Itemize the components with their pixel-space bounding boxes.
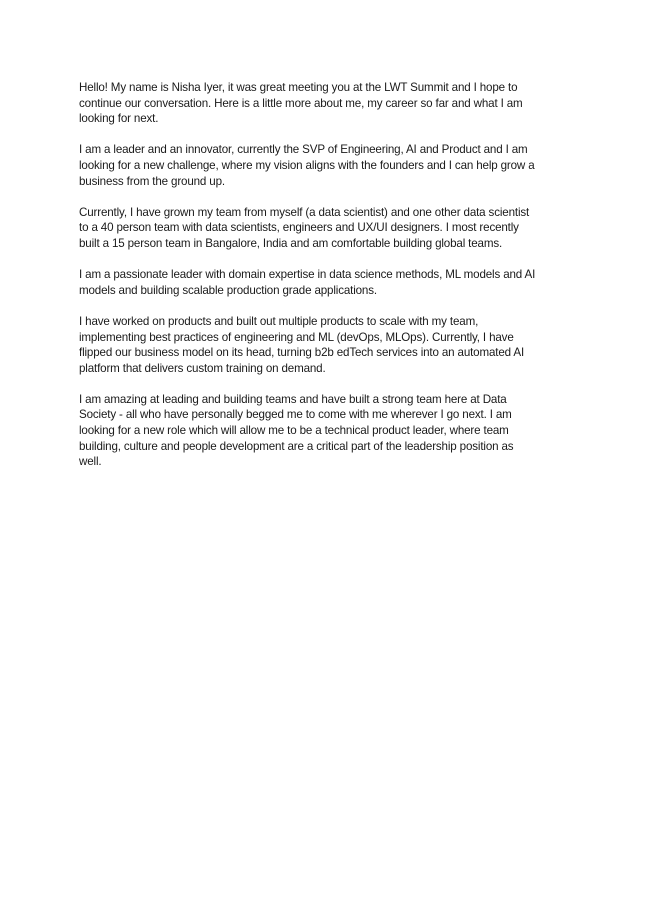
paragraph-team-growth — [79, 205, 579, 252]
text-line: implementing best practices of engineering and ML (devOps, MLOps). Currently, I have — [79, 330, 514, 344]
text-line: models and building scalable production grade applications. — [79, 283, 377, 297]
text-line: building, culture and people development are a critical part of the leadership position as — [79, 439, 514, 453]
paragraph-current-role — [79, 142, 579, 189]
text-line: looking for a new role which will allow me to be a technical product leader, where team — [79, 424, 509, 438]
paragraph-leadership-goals — [79, 392, 579, 470]
text-line: Society - all who have personally begged me to come with me wherever I go next. I am — [79, 408, 512, 422]
text-line: looking for a new challenge, where my vision aligns with the founders and I can help grow a — [79, 158, 535, 172]
text-line: I have worked on products and built out multiple products to scale with my team, — [79, 314, 479, 328]
text-line: continue our conversation. Here is a little more about me, my career so far and what I am — [79, 96, 523, 110]
text-line: business from the ground up. — [79, 174, 225, 188]
text-line: Currently, I have grown my team from myself (a data scientist) and one other data scientist — [79, 205, 530, 219]
paragraph-products — [79, 314, 579, 376]
text-line: to a 40 person team with data scientists, engineers and UX/UI designers. I most recently — [79, 221, 519, 235]
document-page — [79, 80, 579, 485]
text-line: I am a passionate leader with domain expertise in data science methods, ML models and AI — [79, 268, 536, 282]
paragraph-expertise — [79, 267, 579, 298]
text-line: platform that delivers custom training on demand. — [79, 361, 326, 375]
text-line: flipped our business model on its head, turning b2b edTech services into an automated AI — [79, 346, 525, 360]
text-line: Hello! My name is Nisha Iyer, it was great meeting you at the LWT Summit and I hope to — [79, 81, 518, 94]
text-line: I am a leader and an innovator, currently the SVP of Engineering, AI and Product and I am — [79, 143, 528, 157]
paragraph-introduction — [79, 80, 579, 127]
text-line: I am amazing at leading and building teams and have built a strong team here at Data — [79, 392, 507, 406]
text-line: built a 15 person team in Bangalore, India and am comfortable building global teams. — [79, 236, 503, 250]
text-line: looking for next. — [79, 112, 159, 126]
text-line: well. — [79, 455, 102, 469]
